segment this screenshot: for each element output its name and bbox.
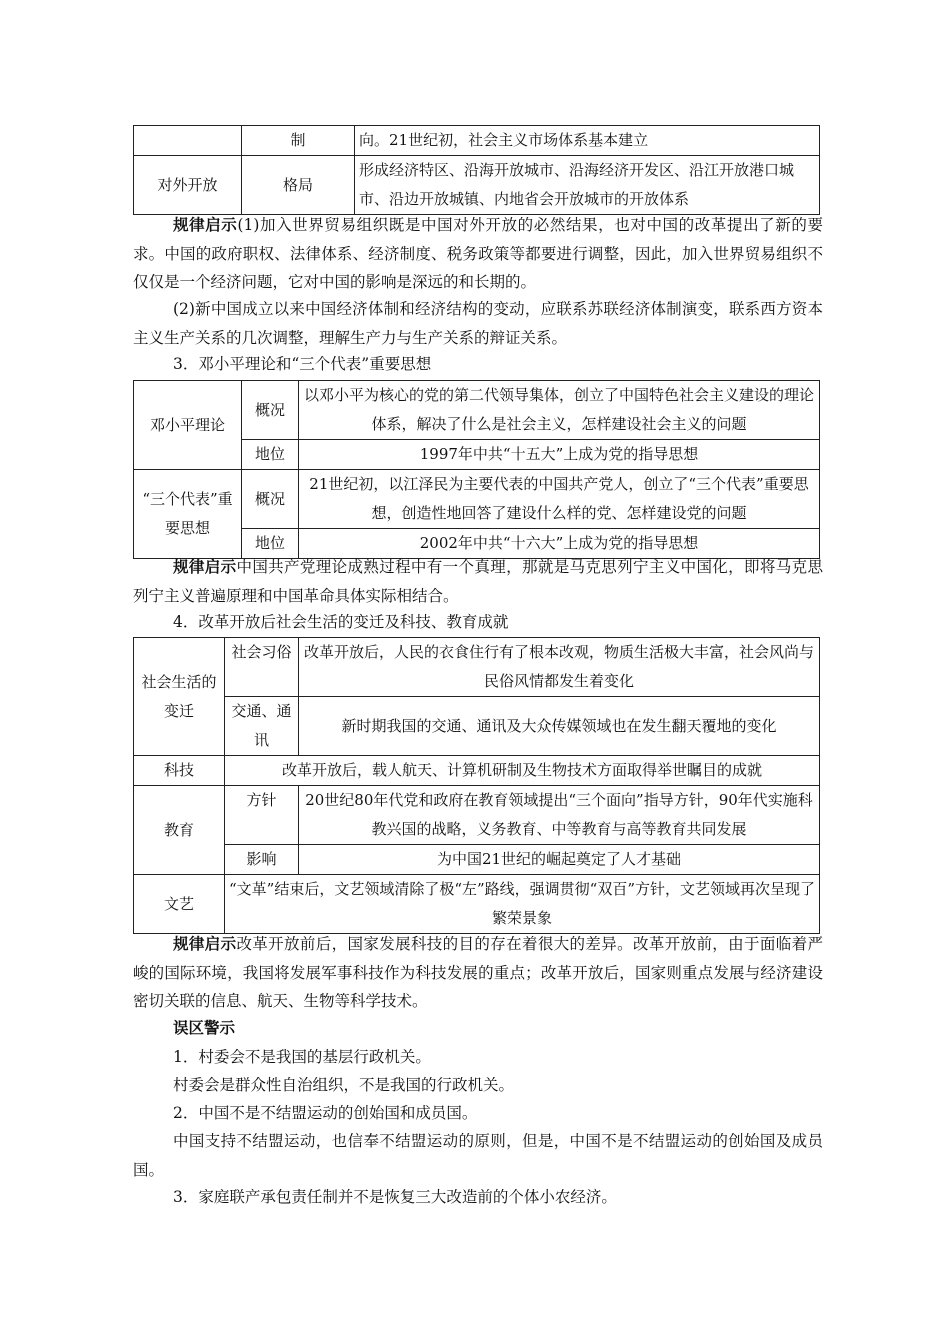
table-cell: 改革开放后，载人航天、计算机研制及生物技术方面取得举世瞩目的成就 <box>225 756 820 786</box>
table-cell: 格局 <box>242 156 355 215</box>
table-cell: 地位 <box>242 440 299 470</box>
table-cell: 改革开放后，人民的衣食住行有了根本改观，物质生活极大丰富，社会风尚与民俗风情都发生着变化 <box>299 638 820 697</box>
table-cell: 社会生活的变迁 <box>134 638 225 756</box>
table-cell: 新时期我国的交通、通讯及大众传媒领域也在发生翻天覆地的变化 <box>299 697 820 756</box>
table-cell: 2002年中共“十六大”上成为党的指导思想 <box>299 529 820 559</box>
table-row <box>134 786 820 845</box>
section-4-heading: 4．改革开放后社会生活的变迁及科技、教育成就 <box>173 613 509 631</box>
rule-paragraph-4 <box>133 930 823 1016</box>
rule-paragraph-2 <box>133 295 823 352</box>
table-row <box>134 638 820 697</box>
table-theory <box>133 380 819 559</box>
table-cell: 邓小平理论 <box>134 381 242 470</box>
rule-text: (1)加入世界贸易组织既是中国对外开放的必然结果，也对中国的改革提出了新的要求。中国的政府职权、法律体系、经济制度、税务政策等都要进行调整，因此，加入世界贸易组织不仅仅是一个经济问题，它对中国的影响是深远的和长期的。 <box>133 216 823 291</box>
table-cell: 概况 <box>242 381 299 440</box>
table-row <box>134 126 820 156</box>
table-row <box>134 875 820 934</box>
table-cell: 1997年中共“十五大”上成为党的指导思想 <box>299 440 820 470</box>
warning-item: 2．中国不是不结盟运动的创始国和成员国。 <box>173 1104 478 1122</box>
warning-item: 中国支持不结盟运动，也信奉不结盟运动的原则，但是，中国不是不结盟运动的创始国及成员国。 <box>133 1132 823 1179</box>
table-cell: 对外开放 <box>134 156 242 215</box>
rule-label: 规律启示 <box>173 215 238 234</box>
warnings-title: 误区警示 <box>173 1018 236 1037</box>
table-social-change <box>133 637 819 934</box>
rule-label: 规律启示 <box>173 557 237 576</box>
table-cell: 20世纪80年代党和政府在教育领域提出“三个面向”指导方针，90年代实施科教兴国的战略，义务教育、中等教育与高等教育共同发展 <box>299 786 820 845</box>
table-cell: “三个代表”重要思想 <box>134 470 242 559</box>
table-cell: 制 <box>242 126 355 156</box>
table-cell: 教育 <box>134 786 225 875</box>
table-cell: 为中国21世纪的崛起奠定了人才基础 <box>299 845 820 875</box>
table-cell: 文艺 <box>134 875 225 934</box>
table-row <box>134 845 820 875</box>
rule-paragraph-3 <box>133 553 823 610</box>
table-cell: 方针 <box>225 786 299 845</box>
rule-text: 改革开放前后，国家发展科技的目的存在着很大的差异。改革开放前，由于面临着严峻的国际环境，我国将发展军事科技作为科技发展的重点；改革开放后，国家则重点发展与经济建设密切关联的信息、航天、生物等科学技术。 <box>133 935 823 1010</box>
table-row <box>134 381 820 440</box>
rule-label: 规律启示 <box>173 934 237 953</box>
warning-item: 1．村委会不是我国的基层行政机关。 <box>173 1048 431 1066</box>
table-cell: 以邓小平为核心的党的第二代领导集体，创立了中国特色社会主义建设的理论体系，解决了什么是社会主义，怎样建设社会主义的问题 <box>299 381 820 440</box>
table-cell: 向。21世纪初，社会主义市场体系基本建立 <box>355 126 820 156</box>
table-cell: “文革”结束后，文艺领域清除了极“左”路线，强调贯彻“双百”方针，文艺领域再次呈现了繁荣景象 <box>225 875 820 934</box>
table-row <box>134 156 820 215</box>
section-3-heading: 3．邓小平理论和“三个代表”重要思想 <box>173 355 432 373</box>
table-cell: 地位 <box>242 529 299 559</box>
table-opening-up <box>133 125 819 215</box>
table-cell <box>134 126 242 156</box>
table-cell: 社会习俗 <box>225 638 299 697</box>
warning-item: 3．家庭联产承包责任制并不是恢复三大改造前的个体小农经济。 <box>173 1188 617 1206</box>
table-cell: 影响 <box>225 845 299 875</box>
rule-text: (2)新中国成立以来中国经济体制和经济结构的变动，应联系苏联经济体制演变，联系西方资本主义生产关系的几次调整，理解生产力与生产关系的辩证关系。 <box>133 300 823 347</box>
table-cell: 交通、通讯 <box>225 697 299 756</box>
rule-paragraph-1 <box>133 211 823 297</box>
table-cell: 21世纪初，以江泽民为主要代表的中国共产党人，创立了“三个代表”重要思想，创造性地回答了建设什么样的党、怎样建设党的问题 <box>299 470 820 529</box>
table-cell: 形成经济特区、沿海开放城市、沿海经济开发区、沿江开放港口城市、沿边开放城镇、内地省会开放城市的开放体系 <box>355 156 820 215</box>
table-row <box>134 470 820 529</box>
rule-text: 中国共产党理论成熟过程中有一个真理，那就是马克思列宁主义中国化，即将马克思列宁主义普遍原理和中国革命具体实际相结合。 <box>133 558 823 605</box>
warning-item: 村委会是群众性自治组织，不是我国的行政机关。 <box>173 1076 515 1094</box>
table-cell: 科技 <box>134 756 225 786</box>
table-row <box>134 697 820 756</box>
table-cell: 概况 <box>242 470 299 529</box>
table-row <box>134 756 820 786</box>
